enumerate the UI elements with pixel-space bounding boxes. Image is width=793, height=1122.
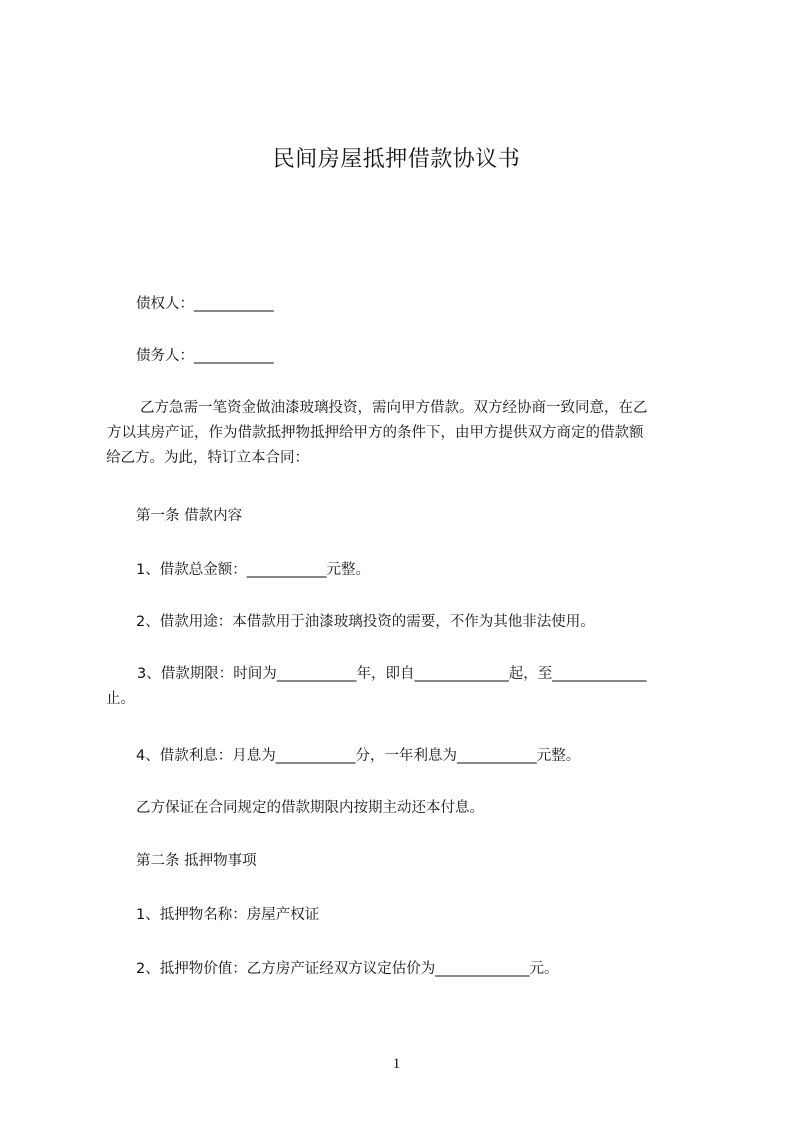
intro-line-2: 方以其房产证，作为借款抵押物抵押给甲方的条件下，由甲方提供双方商定的借款额 [107,425,644,441]
article1-heading: 第一条 借款内容 [136,508,243,524]
intro-paragraph [106,396,702,471]
intro-line-3: 给乙方。为此，特订立本合同： [106,450,309,466]
document-title: 民间房屋抵押借款协议书 [272,147,521,172]
intro-line-1: 乙方急需一笔资金做油漆玻璃投资，需向甲方借款。双方经协商一致同意，在乙 [140,400,648,416]
creditor-line: 债权人：___________ [136,296,274,312]
debtor-line: 债务人：___________ [136,348,274,364]
article2-heading: 第二条 抵押物事项 [136,853,257,869]
item-1-4: 4、借款利息：月息为___________分，一年利息为___________元整。 [136,748,581,764]
item-2-1: 1、抵押物名称：房屋产权证 [136,907,320,923]
item-1-3 [106,662,702,712]
item-1-2: 2、借款用途：本借款用于油漆玻璃投资的需要，不作为其他非法使用。 [136,614,595,630]
guarantee-line: 乙方保证在合同规定的借款期限内按期主动还本付息。 [136,800,484,816]
page-number: 1 [392,1056,401,1072]
item-1-1: 1、借款总金额：___________元整。 [136,562,370,578]
item-1-3-line-1: 3、借款期限：时间为___________年，即自_____________起，至_____________ [137,666,647,682]
item-2-2: 2、抵押物价值：乙方房产证经双方议定估价为_____________元。 [136,961,559,977]
item-1-3-line-2: 止。 [106,691,135,707]
